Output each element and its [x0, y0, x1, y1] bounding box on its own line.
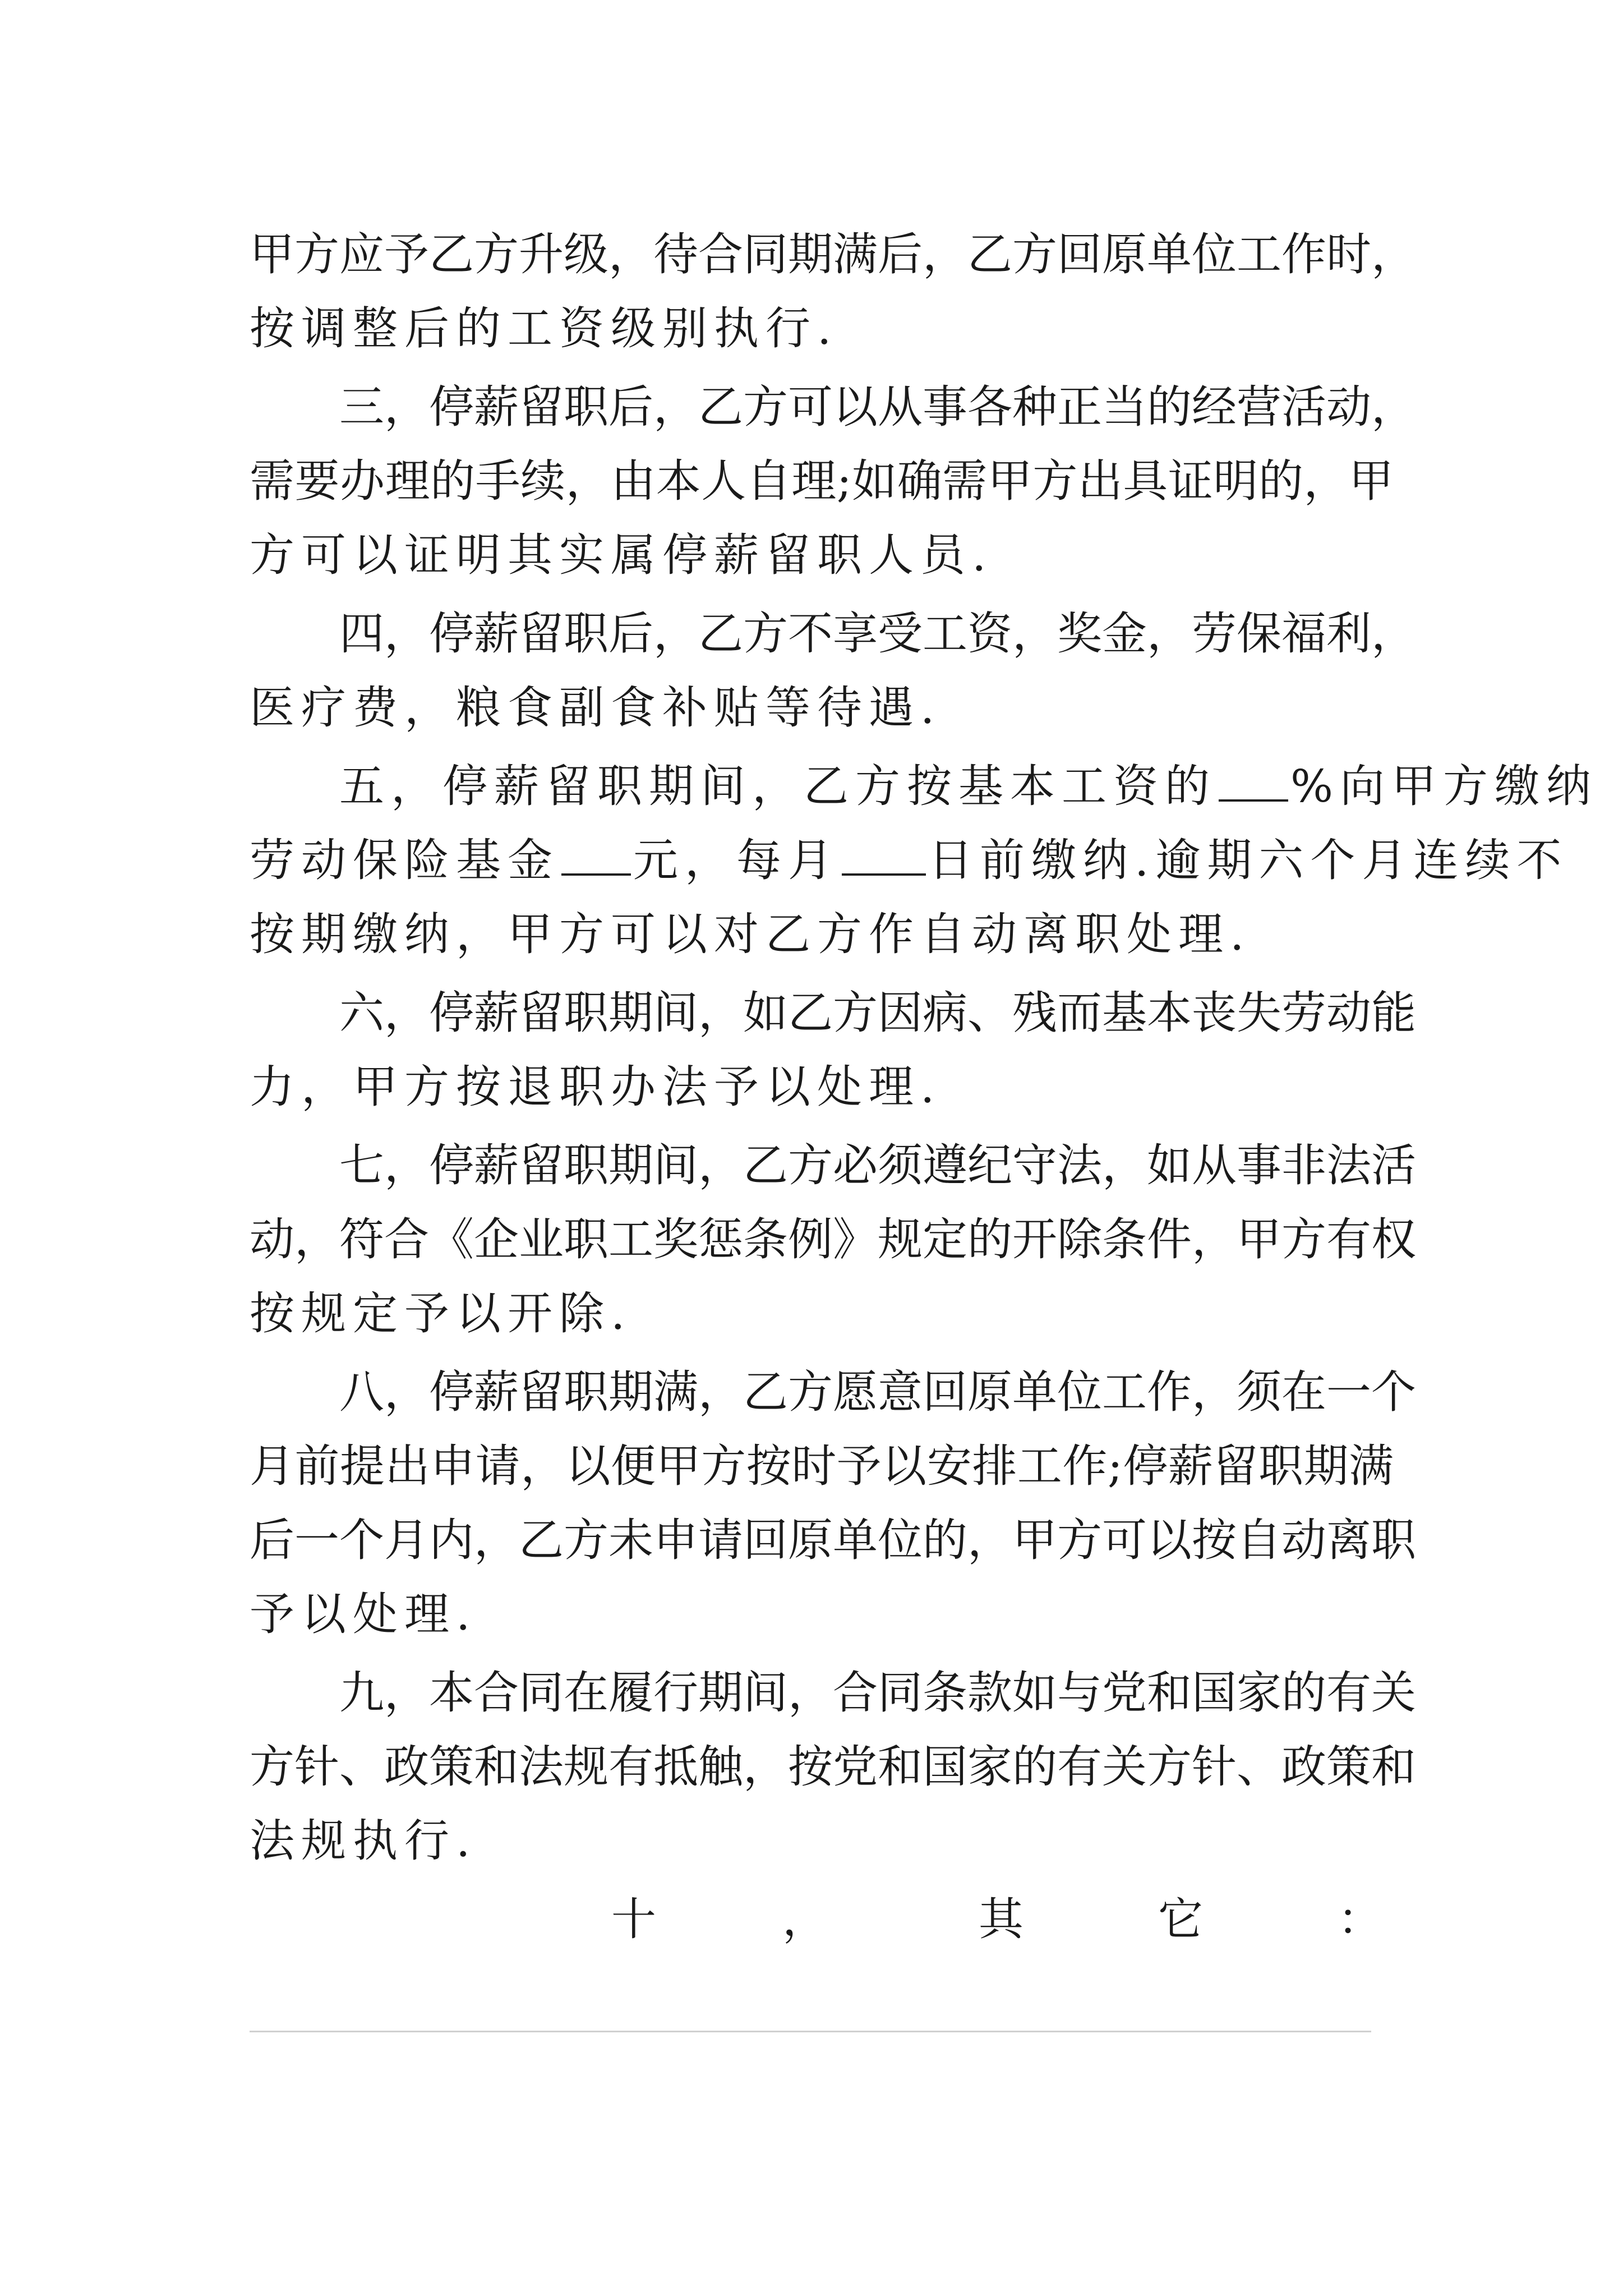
- clause-4-line: 四，停薪留职后，乙方不享受工资，奖金，劳保福利，: [339, 608, 1416, 660]
- text-line: 予以处理.: [250, 1588, 477, 1640]
- heading-char: 十: [611, 1893, 656, 1945]
- amount-blank: [561, 862, 631, 876]
- clause-8-line: 八，停薪留职期满，乙方愿意回原单位工作，须在一个: [339, 1366, 1416, 1418]
- text-line: 按调整后的工资级别执行.: [250, 302, 838, 355]
- text-line: 医疗费，粮食副食补贴等待遇.: [250, 682, 942, 734]
- clause-5-line-1: [250, 749, 1598, 823]
- clause-7-line: 七，停薪留职期间，乙方必须遵纪守法，如从事非法活: [339, 1139, 1416, 1191]
- clause-3-line: 三，停薪留职后，乙方可以从事各种正当的经营活动，: [339, 381, 1416, 433]
- text-line: 按规定予以开除.: [250, 1287, 632, 1340]
- clause-10-heading: [250, 1883, 1394, 1957]
- percent-blank: [1219, 788, 1288, 802]
- heading-char: 其: [979, 1893, 1023, 1945]
- heading-char: ，: [782, 1893, 827, 1945]
- clause-5-text-e: 日前缴纳.逾期六个月连续不: [928, 834, 1569, 886]
- text-line: 方可以证明其实属停薪留职人员.: [250, 529, 993, 581]
- text-line: 月前提出申请，以便甲方按时予以安排工作;停薪留职期满: [250, 1440, 1394, 1492]
- clause-6-line: 六，停薪留职期间，如乙方因病、残而基本丧失劳动能: [339, 987, 1416, 1039]
- clause-5-text-d: 元，每月: [633, 834, 840, 886]
- text-line: 动，符合《企业职工奖惩条例》规定的开除条件，甲方有权: [250, 1213, 1416, 1266]
- clause-5-text-b: %向甲方缴纳: [1290, 760, 1598, 812]
- text-line: 按期缴纳，甲方可以对乙方作自动离职处理.: [250, 908, 1251, 960]
- clause-5-text-c: 劳动保险基金: [250, 834, 559, 886]
- fill-in-line: [250, 2031, 1371, 2032]
- text-line: 需要办理的手续，由本人自理;如确需甲方出具证明的，甲: [250, 455, 1394, 507]
- text-line: 后一个月内，乙方未申请回原单位的，甲方可以按自动离职: [250, 1514, 1416, 1566]
- text-line: 法规执行.: [250, 1815, 477, 1867]
- text-line: 方针、政策和法规有抵触，按党和国家的有关方针、政策和: [250, 1741, 1416, 1793]
- heading-char: 它: [1158, 1893, 1203, 1945]
- clause-5-line-2: [250, 823, 1569, 898]
- text-line: 力，甲方按退职办法予以处理.: [250, 1061, 942, 1113]
- day-blank: [842, 862, 926, 876]
- clause-9-line: 九，本合同在履行期间，合同条款如与党和国家的有关: [339, 1667, 1416, 1719]
- contract-body: [250, 218, 1598, 1957]
- clause-5-text-a: 五，停薪留职期间，乙方按基本工资的: [339, 760, 1216, 812]
- heading-char: ：: [1338, 1893, 1382, 1945]
- text-line: 甲方应予乙方升级，待合同期满后，乙方回原单位工作时，: [250, 228, 1416, 280]
